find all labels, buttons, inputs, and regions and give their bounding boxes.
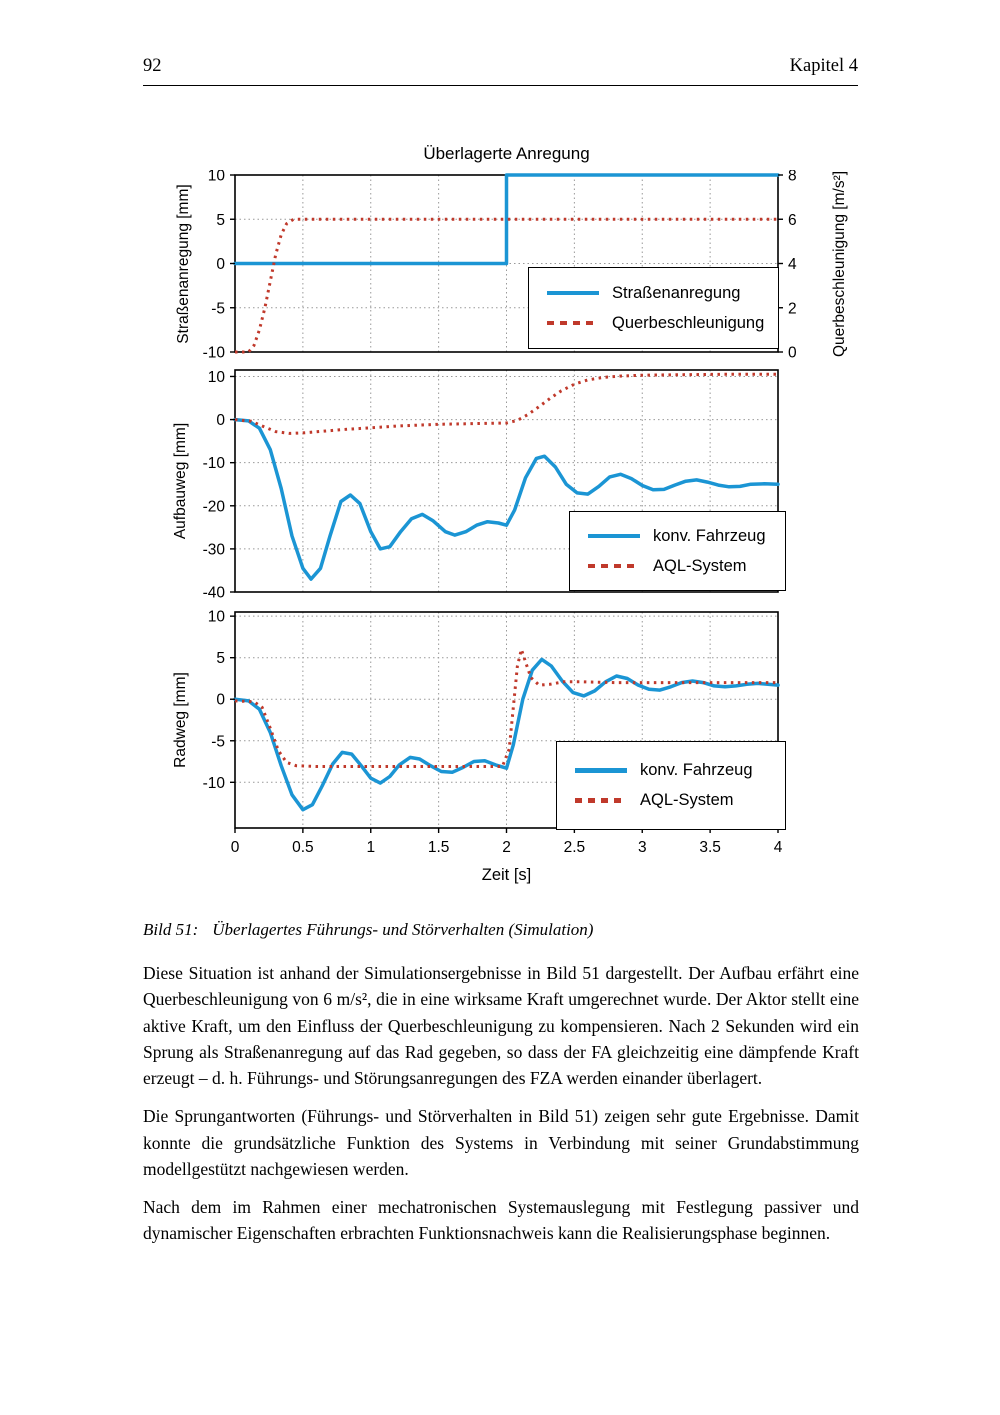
legend-line-sample-dotted <box>588 564 640 569</box>
svg-text:2: 2 <box>788 300 797 318</box>
svg-text:10: 10 <box>207 170 225 185</box>
svg-text:0: 0 <box>230 839 240 856</box>
svg-text:4: 4 <box>788 256 797 273</box>
svg-text:-40: -40 <box>202 584 225 602</box>
svg-text:0: 0 <box>788 344 797 362</box>
svg-text:4: 4 <box>773 839 783 856</box>
svg-text:10: 10 <box>207 368 225 386</box>
svg-text:0.5: 0.5 <box>292 839 314 856</box>
page-number: 92 <box>143 56 162 76</box>
y-axis-label-radweg: Radweg [mm] <box>172 672 189 768</box>
svg-text:-30: -30 <box>202 541 225 559</box>
svg-text:3.5: 3.5 <box>699 839 721 856</box>
caption-label: Bild 51: <box>143 920 199 939</box>
chapter-label: Kapitel 4 <box>789 56 858 76</box>
svg-text:-5: -5 <box>211 300 225 318</box>
legend-label: AQL-System <box>640 791 734 809</box>
svg-text:-10: -10 <box>202 774 225 792</box>
svg-text:-10: -10 <box>202 455 225 473</box>
legend-label: konv. Fahrzeug <box>640 761 753 779</box>
legend-label: Straßenanregung <box>612 283 741 302</box>
paragraph: Die Sprungantworten (Führungs- und Störverhalten in Bild 51) zeigen sehr gute Ergebnisse. Damit konnte die grundsätzliche Funktion des Systems in Verbindung mit seiner Grundabstimmung modellgestützt nachgewiesen werden. <box>143 1106 859 1179</box>
legend-line-sample-solid <box>547 291 599 296</box>
legend-label: AQL-System <box>653 556 747 575</box>
legend-line-sample-dotted <box>575 798 627 803</box>
legend-label: Querbeschleunigung <box>612 313 765 332</box>
svg-text:3: 3 <box>637 839 647 856</box>
svg-text:-5: -5 <box>211 733 225 751</box>
paragraph: Diese Situation ist anhand der Simulationsergebnisse in Bild 51 dargestellt. Der Aufbau erfährt eine Querbeschleunigung von 6 m/s², die in eine wirksame Kraft umgerechnet wurde. Der Aktor stellt eine aktive Kraft, um den Einfluss der Querbeschleunigung zu kompensieren. Nach 2 Sekunden wird ein Sprung als Straßenanregung auf das Rad gegeben, so dass der FA gleichzeitig eine dämpfende Kraft erzeugt – d. h. Führungs- und Störungsanregungen des FZA werden einander überlagert. <box>143 963 859 1088</box>
legend-chart-radweg <box>556 741 786 830</box>
chart-title: Überlagerte Anregung <box>423 144 590 163</box>
svg-text:1: 1 <box>366 839 376 856</box>
legend-row <box>588 527 779 546</box>
svg-text:10: 10 <box>207 608 225 626</box>
svg-text:5: 5 <box>216 211 225 229</box>
x-axis-label: Zeit [s] <box>481 866 532 884</box>
legend-row <box>575 761 779 780</box>
svg-text:0: 0 <box>216 412 225 430</box>
legend-label: konv. Fahrzeug <box>653 526 766 545</box>
legend-line-sample-solid <box>588 534 640 539</box>
figure-caption <box>143 920 858 940</box>
svg-text:1.5: 1.5 <box>427 839 450 856</box>
y-axis-label-aufbauweg: Aufbauweg [mm] <box>172 422 189 540</box>
svg-text:8: 8 <box>788 170 797 185</box>
svg-text:0: 0 <box>216 691 225 709</box>
legend-row <box>547 284 772 303</box>
legend-row <box>575 791 779 810</box>
legend-row <box>547 314 772 333</box>
body-text <box>143 960 859 1259</box>
svg-text:6: 6 <box>788 211 797 229</box>
svg-text:-20: -20 <box>202 498 225 516</box>
paragraph: Nach dem im Rahmen einer mechatronischen Systemauslegung mit Festlegung passiver und dynamischer Eigenschaften erbrachten Funktionsnachweis kann die Realisierungsphase beginnen. <box>143 1197 859 1244</box>
y2-axis-label-querbeschleunigung: Querbeschleunigung [m/s²] <box>831 170 848 358</box>
header-rule <box>143 85 858 86</box>
y-axis-label-strassenanregung: Straßenanregung [mm] <box>175 184 192 344</box>
svg-text:0: 0 <box>216 256 225 273</box>
legend-chart-anregung <box>528 267 779 349</box>
svg-text:2: 2 <box>502 839 511 856</box>
legend-line-sample-solid <box>575 768 627 773</box>
page-header <box>143 56 858 77</box>
svg-text:2.5: 2.5 <box>563 839 586 856</box>
caption-text: Überlagertes Führungs- und Störverhalten (Simulation) <box>212 920 594 939</box>
svg-text:5: 5 <box>216 650 225 668</box>
svg-text:-10: -10 <box>202 344 225 362</box>
legend-chart-aufbauweg <box>569 511 786 591</box>
legend-row <box>588 557 779 576</box>
legend-line-sample-dotted <box>547 321 599 326</box>
